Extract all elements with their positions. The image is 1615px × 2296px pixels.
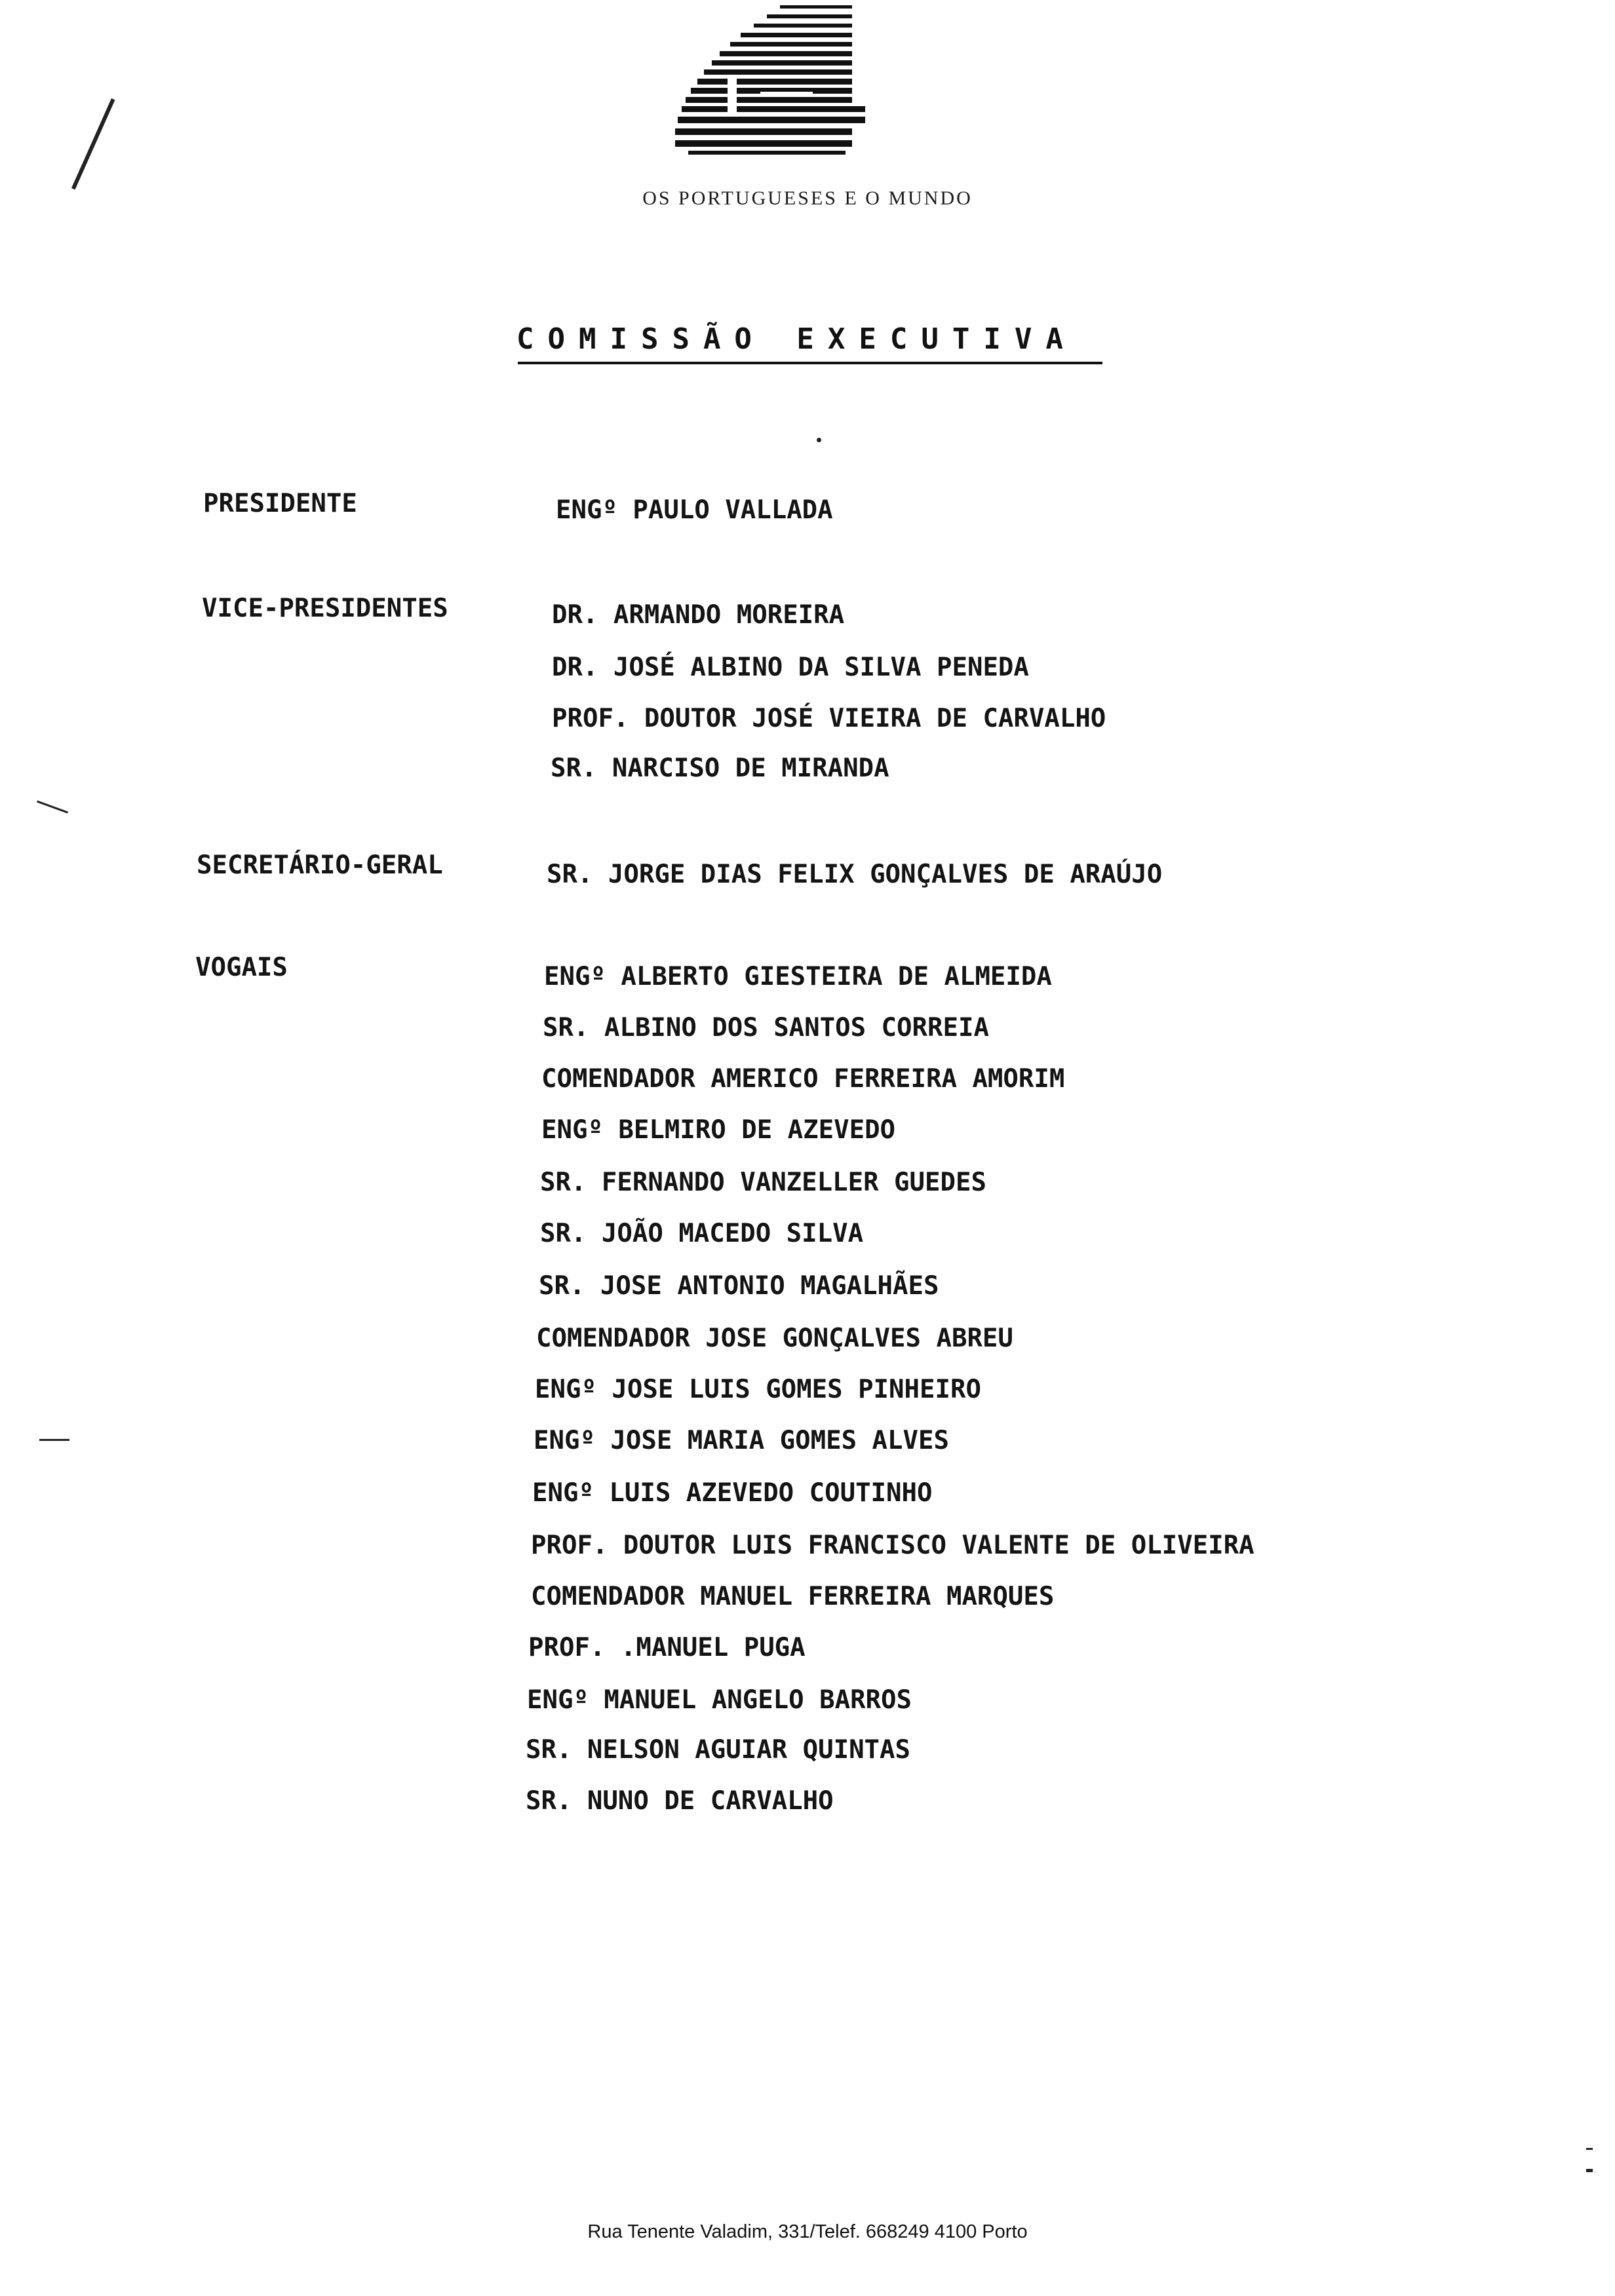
role-label-vogais: VOGAIS xyxy=(195,953,288,982)
member-name: COMENDADOR AMERICO FERREIRA AMORIM xyxy=(541,1064,1065,1094)
scan-mark xyxy=(39,1439,69,1441)
member-name: ENGº JOSE LUIS GOMES PINHEIRO xyxy=(535,1375,981,1404)
role-label-vice-presidentes: VICE-PRESIDENTES xyxy=(202,594,448,623)
member-name: PROF. DOUTOR LUIS FRANCISCO VALENTE DE OLIVEIRA xyxy=(531,1531,1255,1560)
member-name: SR. NARCISO DE MIRANDA xyxy=(551,754,889,783)
title-underline xyxy=(518,362,1102,364)
member-name: SR. JOÃO MACEDO SILVA xyxy=(540,1219,864,1248)
document-title: COMISSÃO EXECUTIVA xyxy=(516,322,1077,356)
member-name: PROF. .MANUEL PUGA xyxy=(528,1633,806,1662)
member-name: ENGº LUIS AZEVEDO COUTINHO xyxy=(532,1478,933,1508)
member-name: DR. ARMANDO MOREIRA xyxy=(552,600,845,630)
scan-mark xyxy=(817,438,821,442)
member-name: SR. FERNANDO VANZELLER GUEDES xyxy=(540,1168,986,1197)
member-name: ENGº MANUEL ANGELO BARROS xyxy=(527,1685,912,1715)
member-name: ENGº ALBERTO GIESTEIRA DE ALMEIDA xyxy=(544,962,1052,991)
scan-mark xyxy=(71,98,115,189)
member-name: COMENDADOR JOSE GONÇALVES ABREU xyxy=(536,1324,1013,1353)
scan-mark xyxy=(1586,2148,1593,2150)
scan-mark xyxy=(1586,2169,1593,2172)
member-name: SR. NELSON AGUIAR QUINTAS xyxy=(526,1735,910,1765)
footer-address: Rua Tenente Valadim, 331/Telef. 668249 4100 Porto xyxy=(587,2221,1028,2242)
member-name: DR. JOSÉ ALBINO DA SILVA PENEDA xyxy=(552,653,1029,682)
role-label-secretario-geral: SECRETÁRIO-GERAL xyxy=(197,851,443,880)
member-name: ENGº PAULO VALLADA xyxy=(556,495,833,525)
org-name: OS PORTUGUESES E O MUNDO xyxy=(642,187,973,209)
scan-mark xyxy=(37,801,68,814)
member-name: ENGº JOSE MARIA GOMES ALVES xyxy=(534,1426,949,1455)
org-logo xyxy=(649,0,885,164)
member-name: COMENDADOR MANUEL FERREIRA MARQUES xyxy=(531,1582,1055,1611)
member-name: ENGº BELMIRO DE AZEVEDO xyxy=(541,1115,896,1145)
member-name: SR. NUNO DE CARVALHO xyxy=(526,1786,834,1816)
member-name: SR. JOSE ANTONIO MAGALHÃES xyxy=(539,1271,939,1301)
member-name: PROF. DOUTOR JOSÉ VIEIRA DE CARVALHO xyxy=(552,704,1106,733)
role-label-presidente: PRESIDENTE xyxy=(203,489,357,518)
member-name: SR. ALBINO DOS SANTOS CORREIA xyxy=(543,1013,989,1043)
member-name: SR. JORGE DIAS FELIX GONÇALVES DE ARAÚJO xyxy=(547,860,1163,889)
